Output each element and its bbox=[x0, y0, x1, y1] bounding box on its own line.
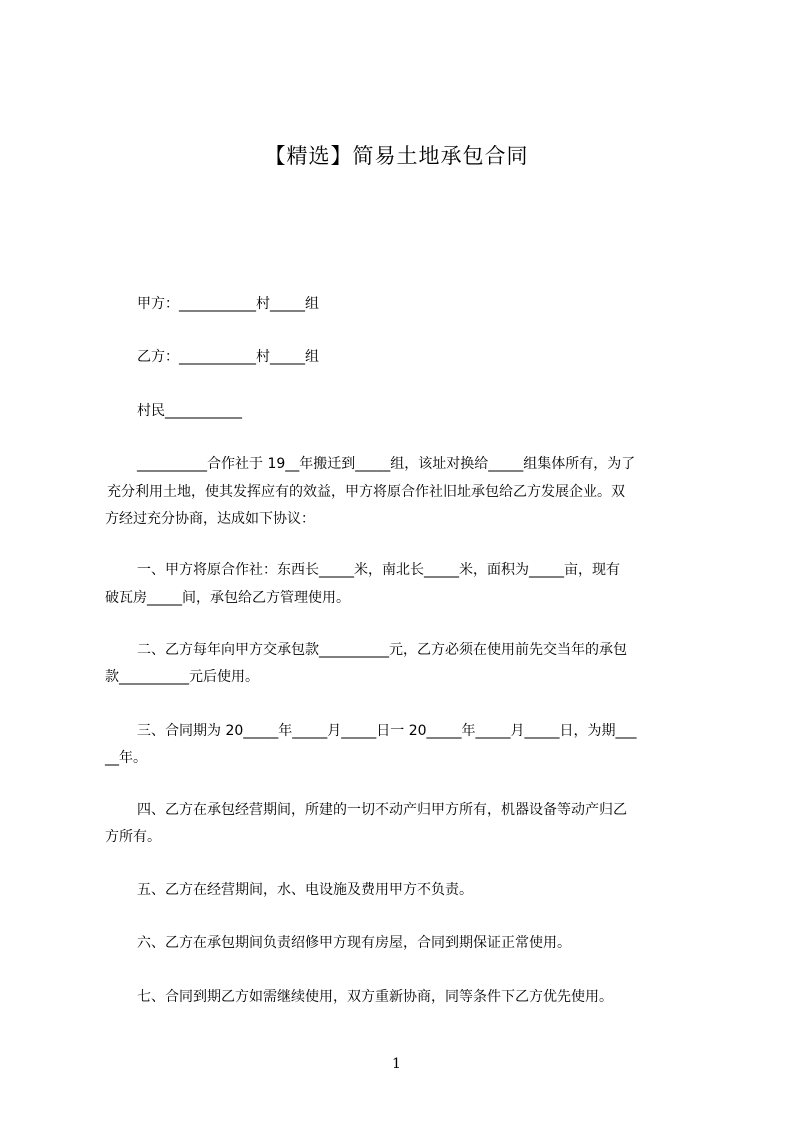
clause-1-line-1: 一、甲方将原合作社：东西长_____米，南北长_____米，面积为_____亩，现有 bbox=[137, 562, 620, 578]
clause-2-line-2: 款__________元后使用。 bbox=[105, 669, 259, 685]
clause-3-line-1: 三、合同期为 20_____年_____月_____日一 20_____年_____月_____日，为期___ bbox=[137, 723, 637, 739]
clause-5-line: 五、乙方在经营期间，水、电设施及费用甲方不负责。 bbox=[137, 882, 473, 898]
page-number: 1 bbox=[392, 1056, 401, 1072]
clause-4-line-1: 四、乙方在承包经营期间，所建的一切不动产归甲方所有，机器设备等动产归乙 bbox=[137, 802, 627, 818]
villager-line: 村民___________ bbox=[137, 403, 242, 419]
clause-3-line-2: __年。 bbox=[105, 750, 147, 766]
clause-6-line: 六、乙方在承包期间负责绍修甲方现有房屋，合同到期保证正常使用。 bbox=[137, 935, 571, 951]
party-b-line: 乙方：___________村_____组 bbox=[137, 349, 319, 365]
document-title: 【精选】简易土地承包合同 bbox=[264, 144, 529, 168]
intro-paragraph-line-1: __________合作社于 19__年搬迁到_____组，该址对换给_____组集体所有，为了 bbox=[137, 456, 636, 472]
clause-7-line: 七、合同到期乙方如需继续使用，双方重新协商，同等条件下乙方优先使用。 bbox=[137, 989, 613, 1005]
clause-2-line-1: 二、乙方每年向甲方交承包款__________元，乙方必须在使用前先交当年的承包 bbox=[137, 642, 627, 658]
intro-paragraph-line-3: 方经过充分协商，达成如下协议： bbox=[105, 511, 315, 527]
intro-paragraph-line-2: 充分利用土地，使其发挥应有的效益，甲方将原合作社旧址承包给乙方发展企业。双 bbox=[107, 484, 625, 500]
party-a-line: 甲方：___________村_____组 bbox=[137, 296, 319, 312]
clause-4-line-2: 方所有。 bbox=[105, 829, 161, 845]
clause-1-line-2: 破瓦房_____间，承包给乙方管理使用。 bbox=[105, 590, 350, 606]
